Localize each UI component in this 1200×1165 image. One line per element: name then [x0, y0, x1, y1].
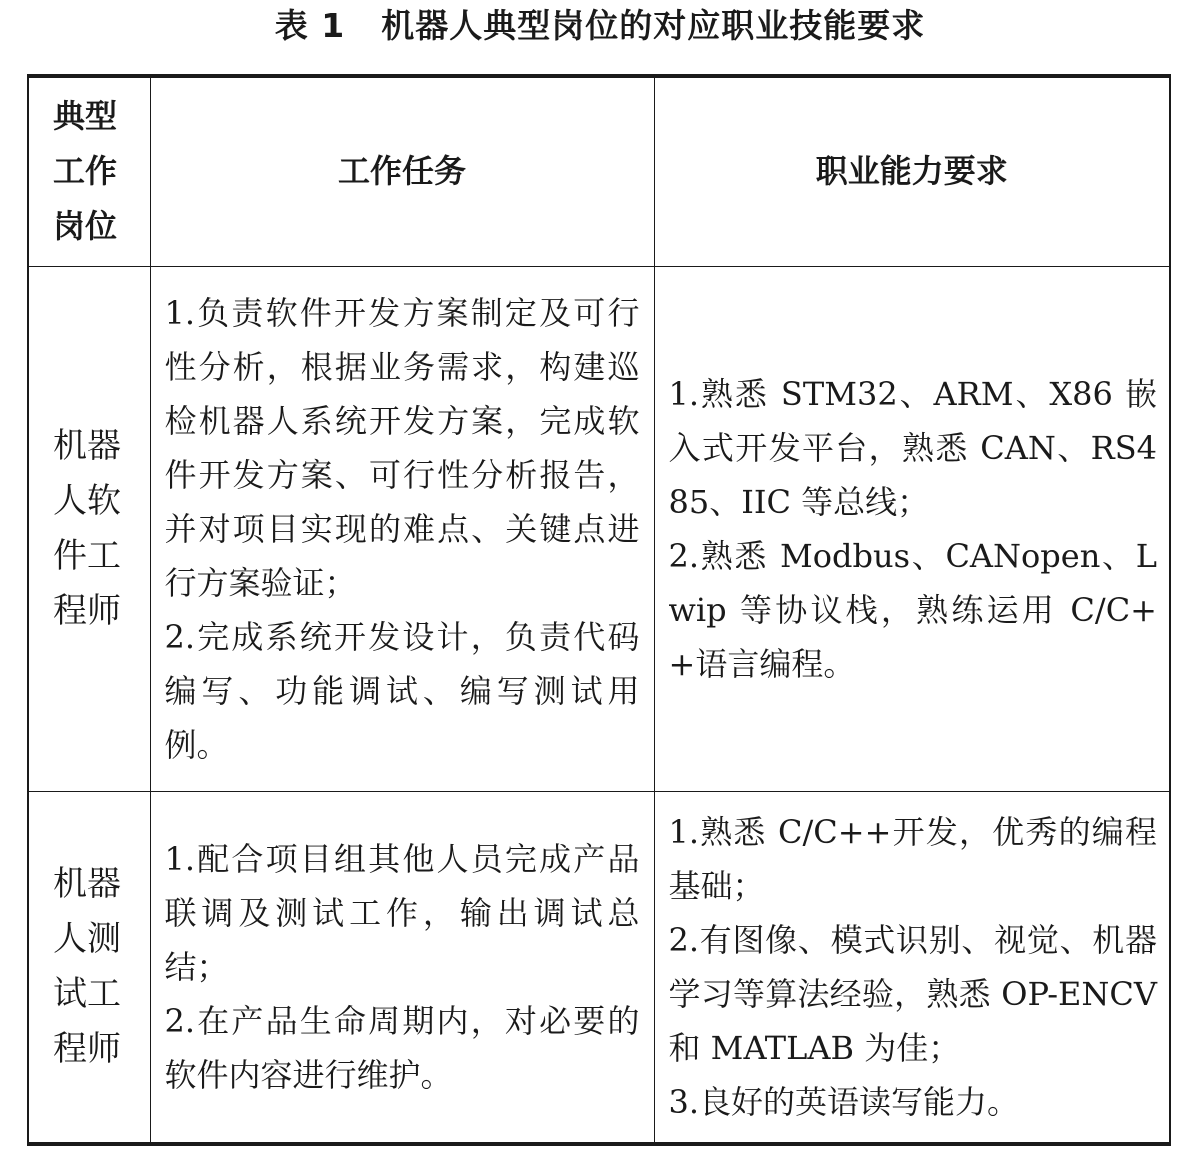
table-row [28, 791, 1170, 1144]
post-name: 机器人软件工程师 [28, 266, 150, 791]
requirement-item: 3.良好的英语读写能力。 [668, 1082, 1020, 1121]
task-item: 2.在产品生命周期内，对必要的软件内容进行维护。 [164, 1001, 640, 1094]
requirement-item: 2.有图像、模式识别、视觉、机器学习等算法经验，熟悉 OP-ENCV 和 MATLAB 为佳； [668, 920, 1157, 1067]
requirement-item: 1.熟悉 STM32、ARM、X86 嵌入式开发平台，熟悉 CAN、RS485、IIC 等总线； [668, 374, 1157, 521]
task-item: 1.配合项目组其他人员完成产品联调及测试工作，输出调试总结； [164, 839, 640, 986]
requirements-cell [654, 791, 1170, 1144]
requirement-item: 1.熟悉 C/C++开发，优秀的编程基础； [668, 812, 1157, 905]
header-tasks: 工作任务 [150, 76, 654, 266]
work-tasks-cell [150, 266, 654, 791]
table-number: 表 1 [274, 6, 346, 45]
table-row [28, 266, 1170, 791]
requirements-cell [654, 266, 1170, 791]
table-title: 机器人典型岗位的对应职业技能要求 [381, 6, 926, 45]
work-tasks-cell [150, 791, 654, 1144]
header-post: 典型工作岗位 [28, 76, 150, 266]
header-row [28, 76, 1170, 266]
table-caption [0, 4, 1200, 48]
task-item: 2.完成系统开发设计，负责代码编写、功能调试、编写测试用例。 [164, 617, 640, 764]
requirement-item: 2.熟悉 Modbus、CANopen、Lwip 等协议栈，熟练运用 C/C++语言编程。 [668, 536, 1157, 683]
post-name: 机器人测试工程师 [28, 791, 150, 1144]
job-skills-table [27, 74, 1171, 1146]
header-requirements: 职业能力要求 [654, 76, 1170, 266]
task-item: 1.负责软件开发方案制定及可行性分析，根据业务需求，构建巡检机器人系统开发方案，完成软件开发方案、可行性分析报告，并对项目实现的难点、关键点进行方案验证； [164, 293, 640, 602]
